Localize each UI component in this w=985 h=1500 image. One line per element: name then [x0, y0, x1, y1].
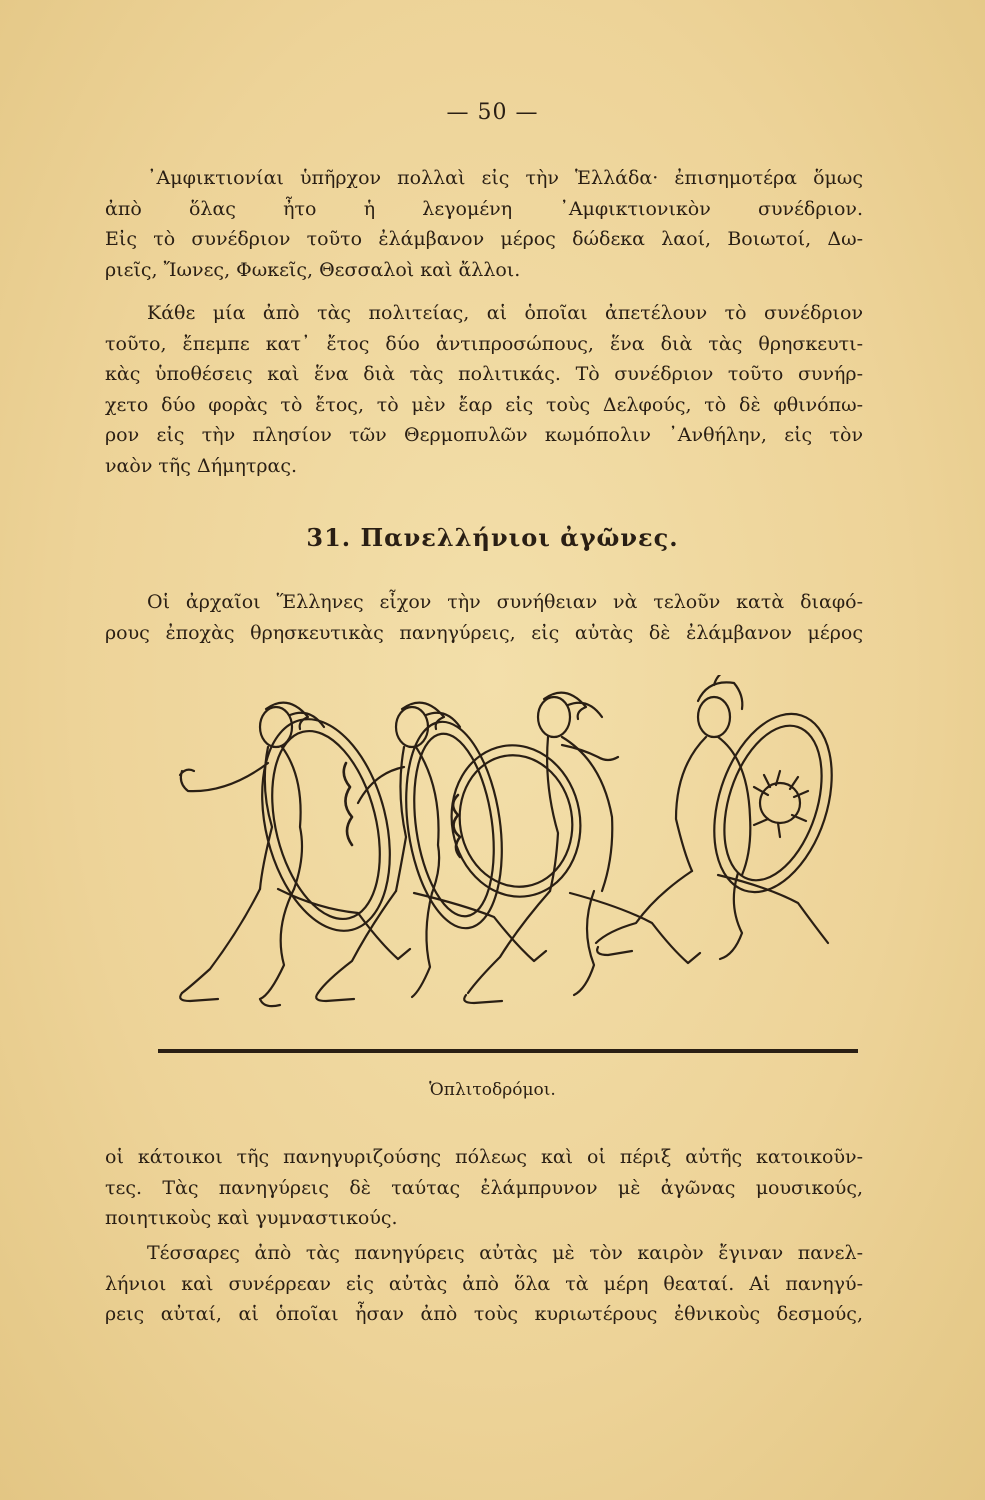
paragraph-amphictyonies — [105, 163, 863, 285]
text-line: ρους ἐποχὰς θρησκευτικὰς πανηγύρεις, εἰς αὐτὰς δὲ ἐλάμβανον μέρος — [105, 621, 863, 644]
page-number: — 50 — — [446, 100, 539, 125]
text-line: τες. Τὰς πανηγύρεις δὲ ταύτας ἐλάμπρυνον μὲ ἀγῶνας μουσικούς, — [105, 1176, 863, 1199]
text-line: οἱ κάτοικοι τῆς πανηγυριζούσης πόλεως καὶ οἱ πέριξ αὐτῆς κατοικοῦν- — [105, 1146, 863, 1168]
text-line: χετο δύο φορὰς τὸ ἔτος, τὸ μὲν ἔαρ εἰς τοὺς Δελφούς, τὸ δὲ φθινόπω- — [105, 393, 863, 416]
round-shield — [693, 699, 853, 907]
text-line: Εἰς τὸ συνέδριον τοῦτο ἐλάμβανον μέρος δώδεκα λαοί, Βοιωτοί, Δω- — [105, 228, 863, 250]
runner-figure — [316, 703, 546, 1001]
text-line: ποιητικοὺς καὶ γυμναστικούς. — [105, 1207, 398, 1229]
runner-figure — [464, 693, 700, 1003]
text-line: ἀπὸ ὅλας ἦτο ἡ λεγομένη ᾿Αμφικτιονικὸν συνέδριον. — [105, 197, 863, 220]
text-line: Κάθε μία ἀπὸ τὰς πολιτείας, αἱ ὁποῖαι ἀπετέλουν τὸ συνέδριον — [147, 302, 863, 324]
text-line: λήνιοι καὶ συνέρρεαν εἰς αὐτὰς ἀπὸ ὅλα τὰ μέρη θεαταί. Αἱ πανηγύ- — [105, 1272, 863, 1295]
text-line: ριεῖς, Ἴωνες, Φωκεῖς, Θεσσαλοὶ καὶ ἄλλοι. — [105, 258, 521, 281]
round-shield — [440, 735, 592, 907]
text-line: ναὸν τῆς Δήμητρας. — [105, 454, 298, 477]
text-line: τοῦτο, ἔπεμπε κατ᾿ ἔτος δύο ἀντιπροσώπους, ἕνα διὰ τὰς θρησκευτι- — [105, 332, 863, 355]
paragraph-festivals-continued — [105, 1142, 863, 1234]
runner-figure — [180, 703, 410, 1007]
figure-caption: Ὁπλιτοδρόμοι. — [429, 1080, 556, 1100]
text-line: Οἱ ἀρχαῖοι Ἕλληνες εἶχον τὴν συνήθειαν νὰ τελοῦν κατὰ διαφό- — [147, 591, 863, 613]
text-line: Τέσσαρες ἀπὸ τὰς πανηγύρεις αὐτὰς μὲ τὸν καιρὸν ἔγιναν πανελ- — [147, 1242, 863, 1264]
text-line: ᾿Αμφικτιονίαι ὑπῆρχον πολλαὶ εἰς τὴν Ἑλλάδα· ἐπισημοτέρα ὅμως — [147, 167, 863, 189]
text-line: ρεις αὐταί, αἱ ὁποῖαι ἦσαν ἀπὸ τοὺς κυριωτέρους ἐθνικοὺς δεσμούς, — [105, 1303, 863, 1325]
paragraph-council — [105, 298, 863, 481]
text-line: κὰς ὑποθέσεις καὶ ἕνα διὰ τὰς πολιτικάς. Τὸ συνέδριον τοῦτο συνήρ- — [105, 363, 863, 385]
section-heading: 31. Πανελλήνιοι ἀγῶνες. — [306, 523, 679, 552]
paragraph-panhellenic — [105, 1238, 863, 1330]
hoplitodromoi-illustration — [158, 675, 858, 1070]
text-line: ρον εἰς τὴν πλησίον τῶν Θερμοπυλῶν κωμόπολιν ᾿Ανθήλην, εἰς τὸν — [105, 424, 863, 446]
paragraph-festivals-intro — [105, 587, 863, 648]
